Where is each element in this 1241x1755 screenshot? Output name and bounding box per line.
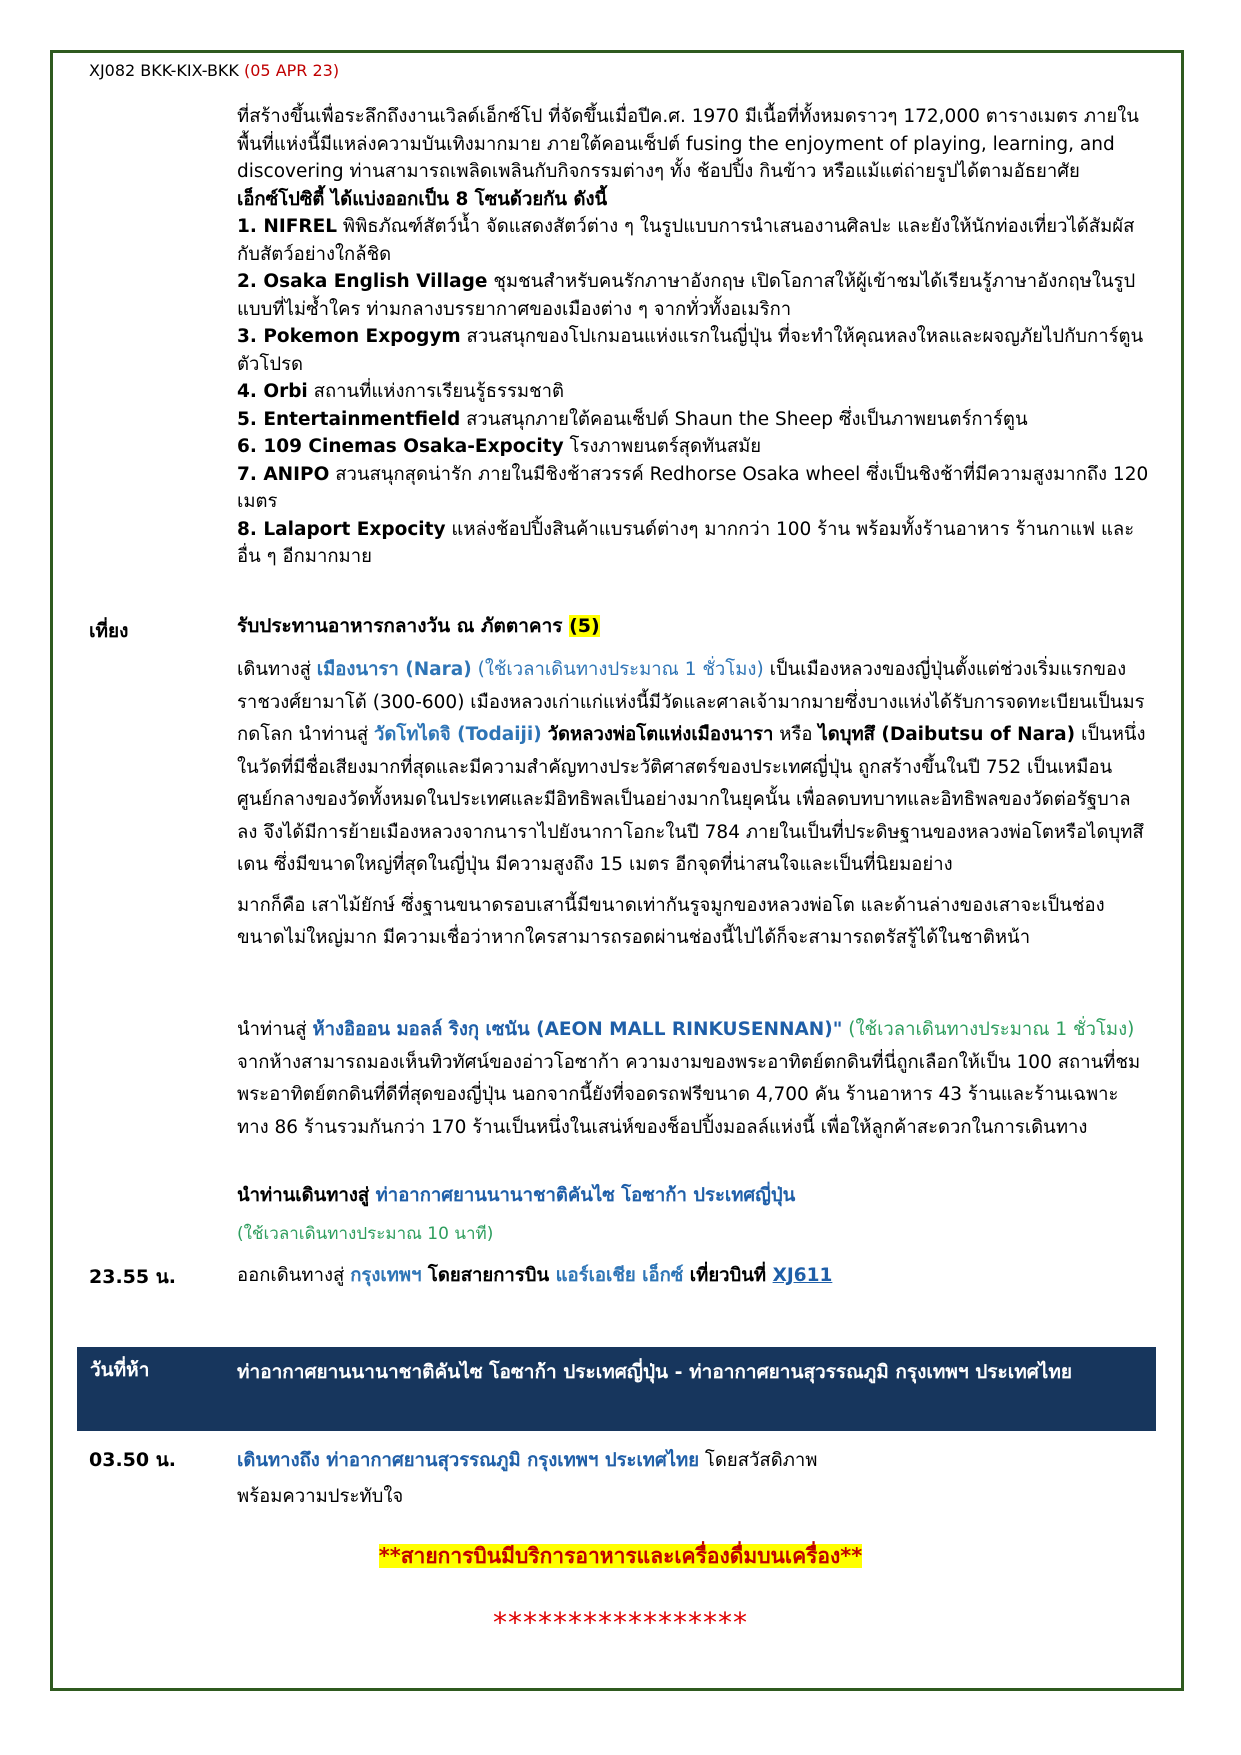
nara-travel-time: (ใช้เวลาเดินทางประมาณ 1 ชั่วโมง) — [471, 659, 764, 680]
zone-name: 1. NIFREL — [237, 216, 338, 237]
zone-name: 6. 109 Cinemas Osaka-Expocity — [237, 436, 564, 457]
zone-name: 3. Pokemon Expogym — [237, 326, 461, 347]
nara-city: เมืองนารา (Nara) — [316, 659, 472, 680]
end-stars: ***************** — [493, 1606, 748, 1639]
expocity-section — [237, 103, 1149, 571]
day-label: วันที่ห้า — [90, 1359, 150, 1381]
arrival-time: 03.50 น. — [89, 1449, 176, 1471]
zone-item — [237, 433, 1149, 461]
airport-text: นำท่านเดินทางสู่ — [237, 1185, 376, 1206]
zone-description: สวนสนุกภายใต้คอนเซ็ปต์ Shaun the Sheep ซึ่งเป็นภาพยนตร์การ์ตูน — [460, 408, 1028, 430]
zone-name: 7. ANIPO — [237, 463, 330, 485]
zone-description: โรงภาพยนตร์สุดทันสมัย — [563, 436, 762, 457]
departure-time: 23.55 น. — [89, 1266, 176, 1288]
meal-notice-text: **สายการบินมีบริการอาหารและเครื่องดื่มบนเครื่อง** — [378, 1544, 863, 1568]
zone-name: 4. Orbi — [237, 381, 308, 402]
nara-text: หรือ — [773, 724, 819, 745]
airport-transfer — [237, 1180, 1149, 1212]
zone-description: สวนสนุกของโปเกมอนแห่งแรกในญี่ปุ่น ที่จะทำให้คุณหลงใหลและผจญภัยไปกับการ์ตูนตัวโปรด — [237, 326, 1144, 375]
kansai-airport-name: ท่าอากาศยานนานาชาติคันไซ โอซาก้า ประเทศญี่ปุ่น — [375, 1185, 796, 1206]
aeon-paragraph — [237, 1014, 1149, 1144]
zone-description: สถานที่แห่งการเรียนรู้ธรรมชาติ — [307, 381, 565, 402]
departure-text: เที่ยวบินที่ — [683, 1265, 773, 1286]
daibutsu-name: ไดบุทสึ (Daibutsu of Nara) — [818, 724, 1076, 745]
flight-number-link[interactable]: XJ611 — [772, 1265, 833, 1286]
aeon-text: จากห้างสามารถมองเห็นทิวทัศน์ของอ่าวโอซาก้า ความงามของพระอาทิตย์ตกดินที่นี่ถูกเลือกให้เป็น 100 สถานที่ชมพระอาทิตย์ตกดินที่ดีที่สุดของญี่ปุ่น นอกจากนี้ยังที่จอดรถฟรีขนาด 4,700 คัน ร้านอาหาร 43 ร้านและร้านเฉพาะทาง 86 ร้านรวมกันกว่า 170 ร้านเป็นหนึ่งในเสน่ห์ของช็อปปิ้งมอลล์แห่งนี้ เพื่อให้ลูกค้าสะดวกในการเดินทาง — [237, 1051, 1141, 1138]
airport-travel-time: (ใช้เวลาเดินทางประมาณ 10 นาที) — [237, 1224, 494, 1244]
zone-description: แหล่งช้อปปิ้งสินค้าแบรนด์ต่างๆ มากกว่า 100 ร้าน พร้อมทั้งร้านอาหาร ร้านกาแฟ และอื่น ๆ อีกมากมาย — [237, 518, 1135, 567]
meal-notice — [0, 1540, 1241, 1573]
zone-description: ชุมชนสำหรับคนรักภาษาอังกฤษ เปิดโอกาสให้ผู้เข้าชมได้เรียนรู้ภาษาอังกฤษในรูปแบบที่ไม่ซ้ำใคร ท่ามกลางบรรยากาศของเมืองต่าง ๆ จากทั่วทั้งอเมริกา — [237, 271, 1136, 320]
arrival-line — [237, 1443, 1149, 1515]
departure-text: โดยสายการบิน — [421, 1265, 556, 1286]
aeon-mall-name: ห้างอิออน มอลล์ ริงกุ เซนัน (AEON MALL RINKUSENNAN)" — [312, 1019, 843, 1040]
departure-line — [237, 1262, 1149, 1290]
tour-code: XJ082 BKK-KIX-BKK — [89, 61, 239, 80]
zone-name: 2. Osaka English Village — [237, 271, 488, 292]
nara-text: เป็นเมืองหลวงของญี่ปุ่นตั้งแต่ช่วงเริ่มแรกของราชวงศ์ยามาโต้ (300-600) เมืองหลวงเก่าแก่แห่งนี้มีวัดและศาลเจ้ามากมายซึ่งบางแห่งได้รับการจดทะเบียนเป็นมรกดโลก นำท่านสู่ — [237, 659, 1145, 745]
todaiji-name: วัดโทไดจิ (Todaiji) — [374, 724, 542, 745]
day-route: ท่าอากาศยานนานาชาติคันไซ โอซาก้า ประเทศญี่ปุ่น - ท่าอากาศยานสุวรรณภูมิ กรุงเทพฯ ประเทศไทย — [237, 1361, 1072, 1383]
nara-pillar-paragraph: มากก็คือ เสาไม้ยักษ์ ซึ่งฐานขนาดรอบเสานี้มีขนาดเท่ากันรูจมูกของหลวงพ่อโต และด้านล่างของเสาจะเป็นช่องขนาดไม่ใหญ่มาก มีความเชื่อว่าหากใครสามารถรอดผ่านช่องนี้ไปได้ก็จะสามารถตรัสรู้ได้ในชาติหน้า — [237, 894, 1105, 948]
departure-text: ออกเดินทางสู่ — [237, 1265, 351, 1286]
nara-section — [237, 654, 1149, 955]
arrival-destination: เดินทางถึง ท่าอากาศยานสุวรรณภูมิ กรุงเทพฯ ประเทศไทย — [237, 1450, 700, 1471]
tour-date: (05 APR 23) — [244, 61, 340, 80]
nara-paragraph — [237, 654, 1149, 882]
destination-city: กรุงเทพฯ — [350, 1265, 422, 1286]
expocity-intro: ที่สร้างขึ้นเพื่อระลึกถึงงานเวิลด์เอ็กซ์โป ที่จัดขึ้นเมื่อปีค.ศ. 1970 มีเนื้อที่ทั้งหมดราวๆ 172,000 ตารางเมตร ภายในพื้นที่แห่งนี้มีแหล่งความบันเทิงมากมาย ภายใต้คอนเซ็ปต์ fusing the enjoyment of playing, learning, and discovering ท่านสามารถเพลิดเพลินกับกิจกรรมต่างๆ ทั้ง ช้อปปิ้ง กินข้าว หรือแม้แต่ถ่ายรูปได้ตามอัธยาศัย — [237, 106, 1139, 182]
restaurant-badge: (5) — [569, 615, 600, 637]
nara-text: เป็นหนึ่งในวัดที่มีชื่อเสียงมากที่สุดและมีความสำคัญทางประวัติศาสตร์ของประเทศญี่ปุ่น ถูกสร้างขึ้นในปี 752 เป็นเหมือนศูนย์กลางของวัดทั้งหมดในประเทศและมีอิทธิพลเป็นอย่างมากในยุคนั้น เพื่อลดบทบาทและอิทธิพลของวัดต่อรัฐบาลลง จึงได้มีการย้ายเมืองหลวงจากนาราไปยังนากาโอกะในปี 784 ภายในเป็นที่ประดิษฐานของหลวงพ่อโตหรือไดบุทสึเดน ซึ่งมีขนาดใหญ่ที่สุดในญี่ปุ่น มีความสูงถึง 15 เมตร อีกจุดที่น่าสนใจและเป็นที่นิยมอย่าง — [237, 724, 1146, 875]
nara-text: เดินทางสู่ — [237, 659, 317, 680]
zone-item — [237, 516, 1149, 571]
zone-item — [237, 213, 1149, 268]
zone-description: พิพิธภัณฑ์สัตว์น้ำ จัดแสดงสัตว์ต่าง ๆ ในรูปแบบการนำเสนองานศิลปะ และยังให้นักท่องเที่ยวได้สัมผัสกับสัตว์อย่างใกล้ชิด — [237, 216, 1135, 265]
zones-list — [237, 213, 1149, 571]
arrival-text: โดยสวัสดิภาพ — [699, 1450, 818, 1471]
airline-name: แอร์เอเชีย เอ็กซ์ — [555, 1265, 684, 1286]
lunch-text: รับประทานอาหารกลางวัน ณ ภัตตาคาร — [237, 615, 570, 637]
zone-item — [237, 378, 1149, 406]
zone-name: 8. Lalaport Expocity — [237, 518, 446, 540]
aeon-text: นำท่านสู่ — [237, 1019, 313, 1040]
zones-heading: เอ็กซ์โปซิตี้ ได้แบ่งออกเป็น 8 โซนด้วยกัน ดังนี้ — [237, 188, 608, 210]
aeon-section — [237, 1014, 1149, 1144]
zone-item — [237, 406, 1149, 434]
zone-item — [237, 461, 1149, 516]
page-header — [89, 61, 339, 80]
zone-name: 5. Entertainmentfield — [237, 408, 461, 430]
zone-item — [237, 323, 1149, 378]
daibutsu-title: วัดหลวงพ่อโตแห่งเมืองนารา — [547, 724, 774, 745]
day-five-banner — [77, 1347, 1156, 1431]
aeon-travel-time: (ใช้เวลาเดินทางประมาณ 1 ชั่วโมง) — [842, 1019, 1135, 1040]
zone-item — [237, 268, 1149, 323]
zone-description: สวนสนุกสุดน่ารัก ภายในมีชิงช้าสวรรค์ Redhorse Osaka wheel ซึ่งเป็นชิงช้าที่มีความสูงมากถึง 120 เมตร — [237, 463, 1149, 512]
arrival-text: พร้อมความประทับใจ — [237, 1486, 404, 1507]
lunch-line — [237, 613, 1149, 641]
lunch-label: เที่ยง — [89, 620, 129, 642]
